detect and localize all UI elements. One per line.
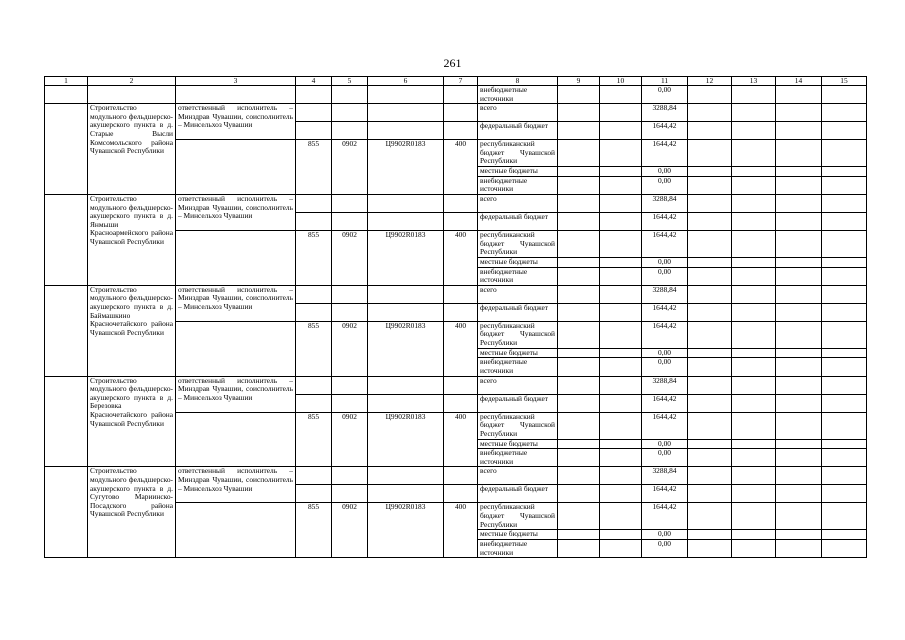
csr-code: Ц9902R0183 [368,412,444,467]
amount: 0,00 [642,539,688,557]
amount: 1644,42 [642,485,688,503]
amount: 3288,84 [642,104,688,122]
amount: 0,00 [642,167,688,177]
csr-code: Ц9902R0183 [368,140,444,195]
amount: 0,00 [642,176,688,194]
funding-source: местные бюджеты [478,257,558,267]
funding-source: местные бюджеты [478,167,558,177]
funding-source: всего [478,285,558,303]
funding-source: федеральный бюджет [478,394,558,412]
amount: 3288,84 [642,285,688,303]
csr-code: Ц9902R0183 [368,503,444,558]
funding-source: местные бюджеты [478,439,558,449]
column-number: 15 [822,77,867,86]
column-number: 13 [732,77,776,86]
amount: 3288,84 [642,194,688,212]
column-number: 7 [444,77,478,86]
amount: 1644,42 [642,140,688,167]
amount: 1644,42 [642,321,688,348]
rzpr-code: 0902 [332,321,368,376]
funding-source: федеральный бюджет [478,212,558,230]
funding-source: республиканский бюджет Чувашской Республики [478,140,558,167]
project-name: Строительство модульного фельдшерско-акушерского пункта в д. Березовка Красночетайского района Чувашской Республики [88,376,176,467]
grbs-code: 855 [296,503,332,558]
vr-code: 400 [444,321,478,376]
amount: 0,00 [642,358,688,376]
funding-source: всего [478,194,558,212]
amount: 3288,84 [642,376,688,394]
column-number-row [45,77,867,86]
row-total [45,194,867,212]
amount: 3288,84 [642,467,688,485]
vr-code: 400 [444,140,478,195]
amount: 1644,42 [642,412,688,439]
column-number: 14 [776,77,822,86]
amount: 0,00 [642,257,688,267]
column-number: 4 [296,77,332,86]
executor: ответственный исполнитель – Минздрав Чувашии, соисполнитель – Минсельхоз Чувашии [176,104,296,140]
funding-source: федеральный бюджет [478,485,558,503]
grbs-code: 855 [296,140,332,195]
page-number: 261 [443,56,462,70]
funding-source: федеральный бюджет [478,122,558,140]
amount: 1644,42 [642,503,688,530]
rzpr-code: 0902 [332,140,368,195]
executor: ответственный исполнитель – Минздрав Чувашии, соисполнитель – Минсельхоз Чувашии [176,285,296,321]
funding-source: внебюджетные источники [478,449,558,467]
row-total [45,104,867,122]
grbs-code: 855 [296,412,332,467]
amount: 0,00 [642,86,688,104]
executor: ответственный исполнитель – Минздрав Чувашии, соисполнитель – Минсельхоз Чувашии [176,194,296,230]
column-number: 2 [88,77,176,86]
funding-source: внебюджетные источники [478,539,558,557]
csr-code: Ц9902R0183 [368,230,444,285]
column-number: 5 [332,77,368,86]
row-total [45,376,867,394]
executor: ответственный исполнитель – Минздрав Чувашии, соисполнитель – Минсельхоз Чувашии [176,376,296,412]
amount: 0,00 [642,530,688,540]
column-number: 8 [478,77,558,86]
funding-source: внебюджетные источники [478,176,558,194]
funding-source: внебюджетные источники [478,267,558,285]
csr-code: Ц9902R0183 [368,321,444,376]
rzpr-code: 0902 [332,503,368,558]
grbs-code: 855 [296,321,332,376]
funding-source: всего [478,376,558,394]
funding-source: республиканский бюджет Чувашской Республики [478,321,558,348]
funding-source: местные бюджеты [478,530,558,540]
executor: ответственный исполнитель – Минздрав Чувашии, соисполнитель – Минсельхоз Чувашии [176,467,296,503]
amount: 0,00 [642,439,688,449]
funding-source: республиканский бюджет Чувашской Республики [478,230,558,257]
project-name: Строительство модульного фельдшерско-акушерского пункта в д. Баймашкино Красночетайского района Чувашской Республики [88,285,176,376]
vr-code: 400 [444,503,478,558]
column-number: 12 [688,77,732,86]
amount: 0,00 [642,348,688,358]
funding-source: республиканский бюджет Чувашской Республики [478,412,558,439]
column-number: 3 [176,77,296,86]
column-number: 6 [368,77,444,86]
funding-source: республиканский бюджет Чувашской Республики [478,503,558,530]
column-number: 11 [642,77,688,86]
amount: 1644,42 [642,230,688,257]
project-name: Строительство модульного фельдшерско-акушерского пункта в д. Сугутово Мариинско-Посадского района Чувашской Республики [88,467,176,558]
column-number: 10 [600,77,642,86]
vr-code: 400 [444,412,478,467]
funding-source: всего [478,467,558,485]
budget-table [44,76,867,558]
funding-source: местные бюджеты [478,348,558,358]
grbs-code: 855 [296,230,332,285]
rzpr-code: 0902 [332,412,368,467]
amount: 1644,42 [642,122,688,140]
funding-source: федеральный бюджет [478,303,558,321]
funding-source: внебюджетные источники [478,358,558,376]
continuation-row [45,86,867,104]
amount: 1644,42 [642,303,688,321]
row-total [45,467,867,485]
funding-source: внебюджетные источники [478,86,558,104]
amount: 0,00 [642,449,688,467]
amount: 1644,42 [642,394,688,412]
funding-source: всего [478,104,558,122]
column-number: 1 [45,77,88,86]
project-name: Строительство модульного фельдшерско-акушерского пункта в д. Старые Высли Комсомольского района Чувашской Республики [88,104,176,195]
column-number: 9 [558,77,600,86]
row-total [45,285,867,303]
project-name: Строительство модульного фельдшерско-акушерского пункта в д. Янмыши Красноармейского района Чувашской Республики [88,194,176,285]
rzpr-code: 0902 [332,230,368,285]
amount: 1644,42 [642,212,688,230]
amount: 0,00 [642,267,688,285]
vr-code: 400 [444,230,478,285]
